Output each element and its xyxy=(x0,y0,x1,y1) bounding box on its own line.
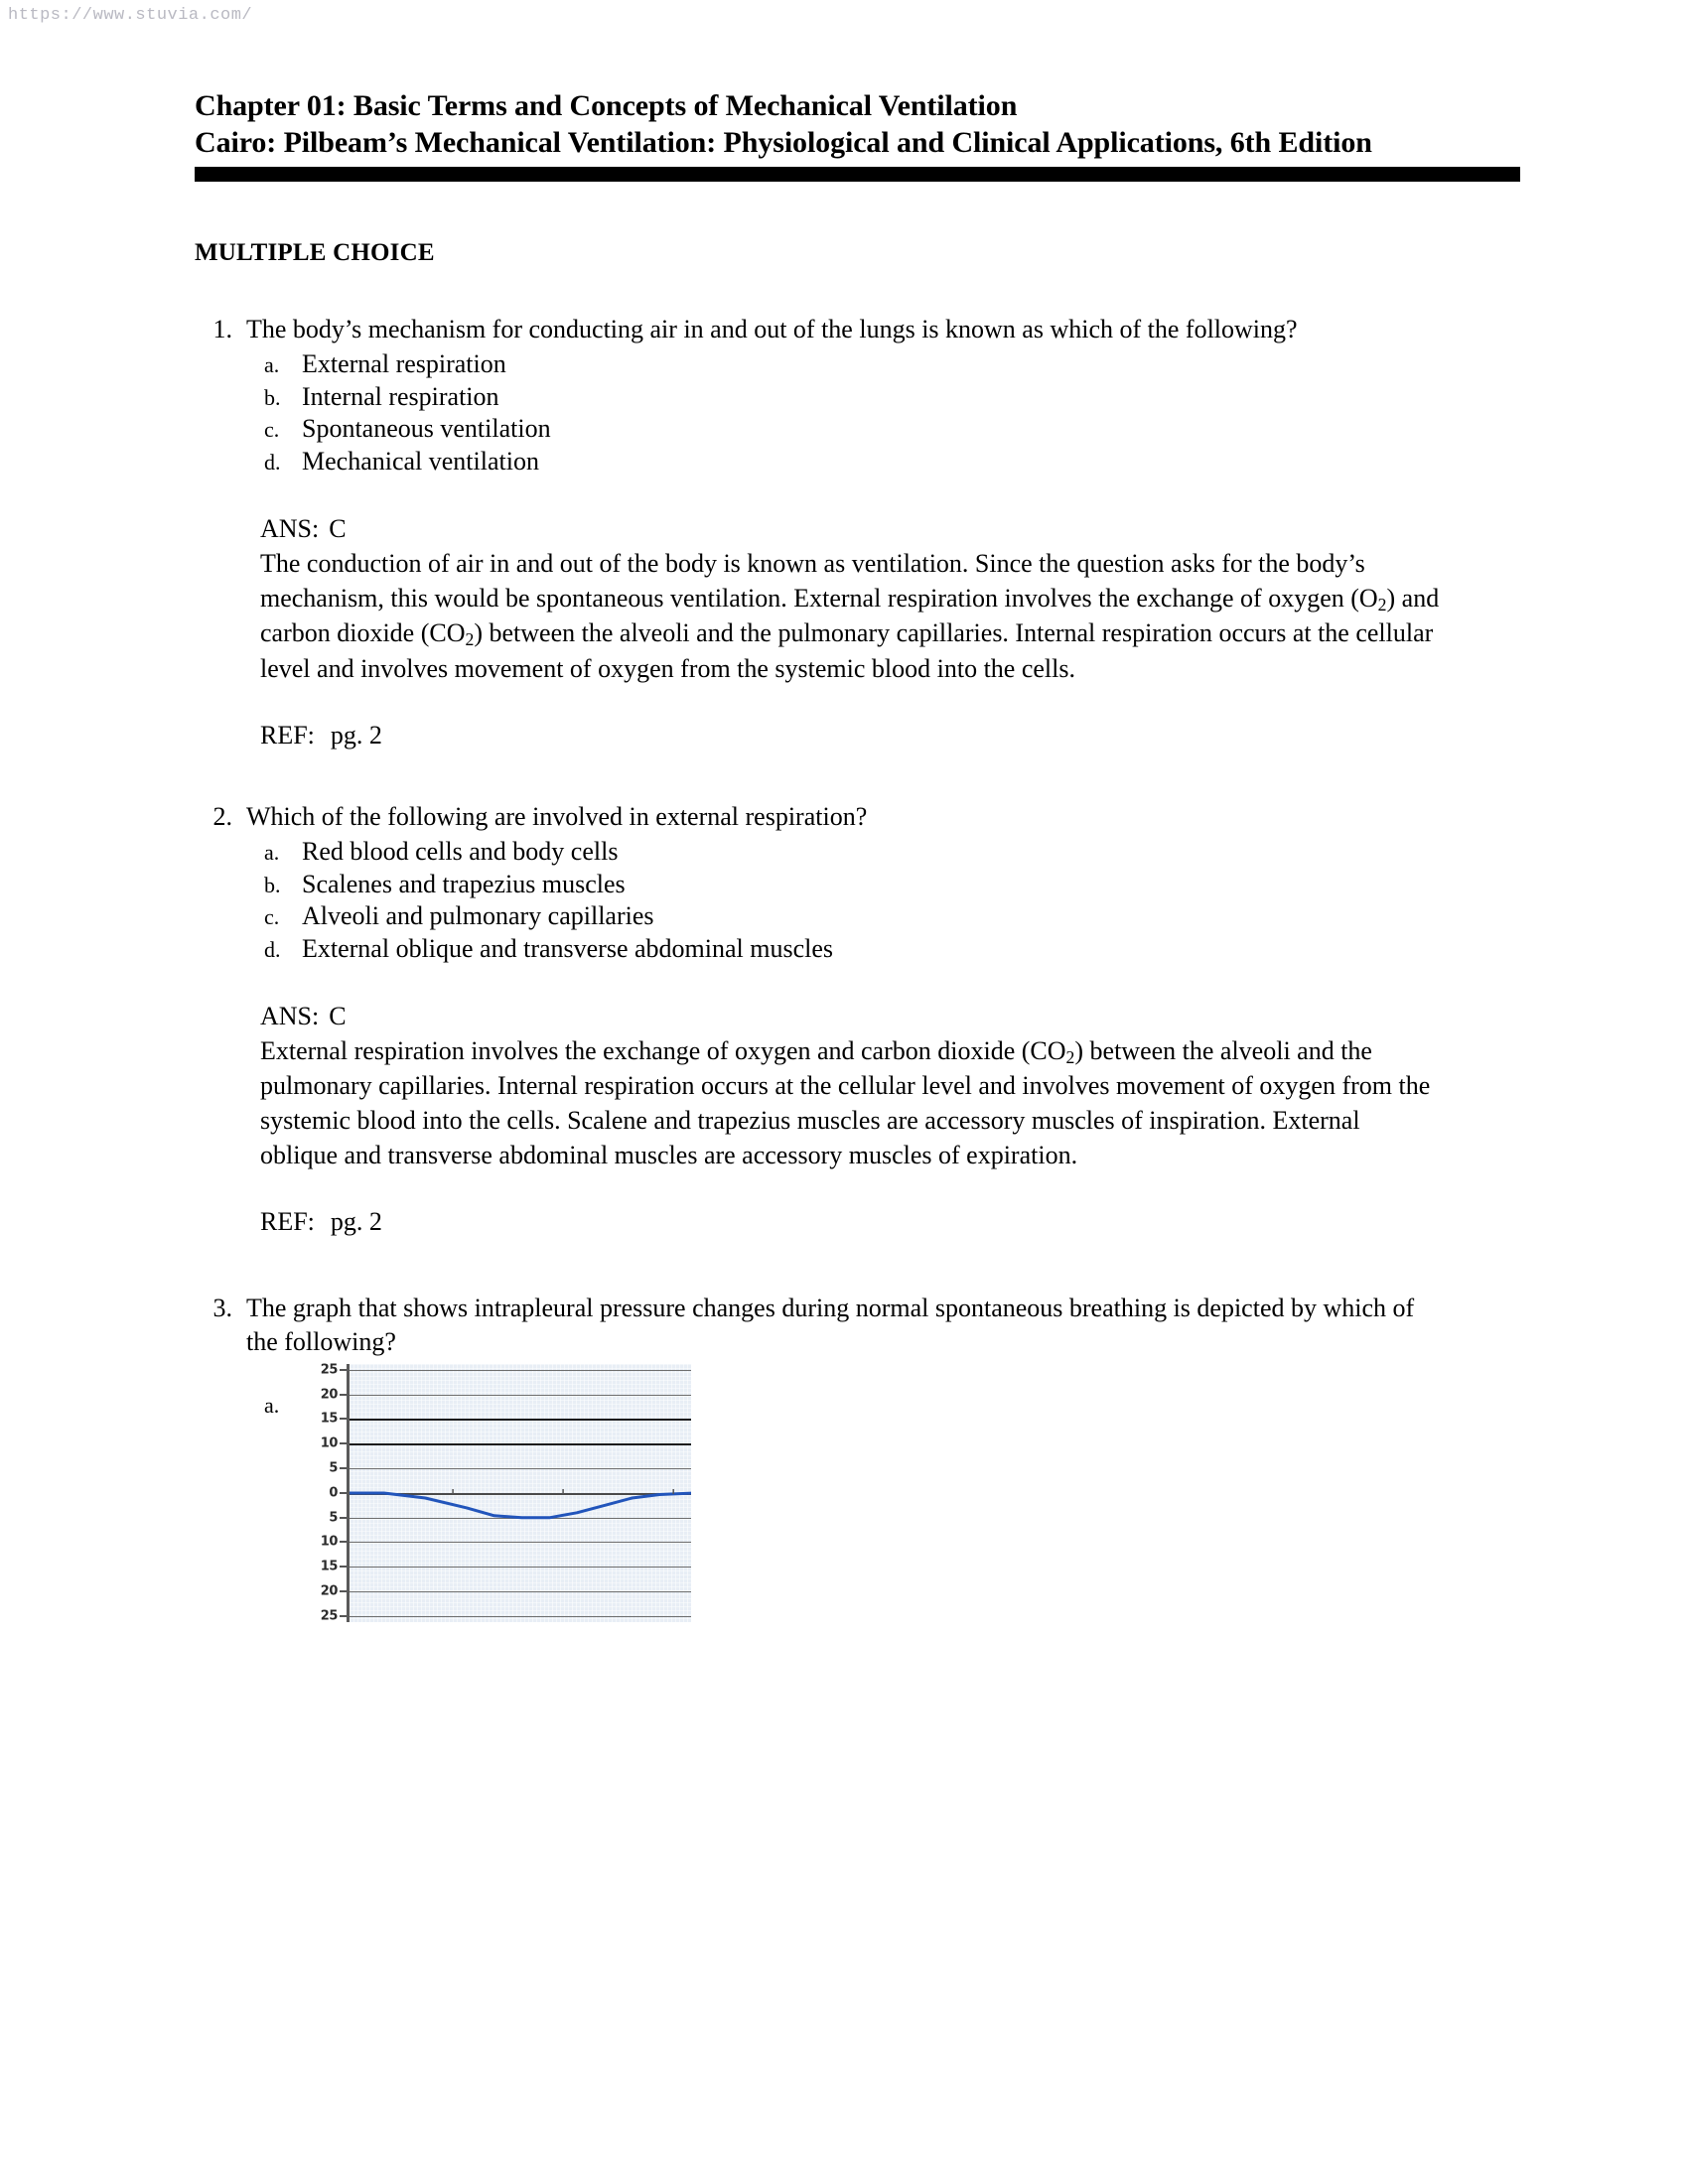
chart-y-tick-mark xyxy=(340,1369,347,1371)
option-text: Alveoli and pulmonary capillaries xyxy=(302,901,654,931)
answer-label: ANS: xyxy=(260,1001,320,1030)
chart-line-series xyxy=(350,1364,691,1622)
document-title xyxy=(195,87,1515,161)
option-letter: d. xyxy=(264,937,281,963)
question-3-text: The graph that shows intrapleural pressure changes during normal spontaneous breathing is depicted by which of the following? xyxy=(246,1293,1415,1357)
answer-value: C xyxy=(329,1001,347,1030)
question-1-answer-line xyxy=(260,512,1515,547)
question-1-option-b[interactable] xyxy=(260,381,1515,414)
question-3-number: 3. xyxy=(212,1293,232,1322)
explanation-part-2: ) between the alveoli and the pulmonary capillaries. Internal respiration occurs at the cellular level and involves movement of oxygen from the systemic blood into the cells. Scalene and trapezius muscles are accessory muscles of inspiration. External oblique and transverse abdominal muscles are accessory muscles of expiration. xyxy=(260,1035,1431,1170)
chart-y-tick-mark xyxy=(340,1418,347,1420)
option-letter: c. xyxy=(264,417,280,443)
chart-y-tick-label: 10 xyxy=(320,1435,338,1451)
question-1-option-d[interactable] xyxy=(260,446,1515,478)
option-text: Spontaneous ventilation xyxy=(302,414,551,444)
question-2-text: Which of the following are involved in external respiration? xyxy=(246,802,868,832)
chart-y-tick-mark xyxy=(340,1566,347,1568)
option-letter: a. xyxy=(264,839,280,865)
watermark-url: https://www.stuvia.com/ xyxy=(8,6,253,25)
question-2-answer-line xyxy=(260,1000,1515,1034)
explanation-part-1: The conduction of air in and out of the body is known as ventilation. Since the question asks for the body’s mechanism, this would be spontaneous ventilation. External respiration involves the exchange of oxygen (O xyxy=(260,548,1378,613)
question-1-reference xyxy=(260,719,1515,753)
reference-value: pg. 2 xyxy=(330,1207,382,1237)
option-letter: b. xyxy=(264,872,281,897)
chart-y-tick-label: 5 xyxy=(329,1460,338,1476)
chart-y-tick-mark xyxy=(340,1590,347,1592)
explanation-subscript-1: 2 xyxy=(1377,594,1387,614)
question-2-answer-block xyxy=(260,1000,1515,1173)
chart-y-axis xyxy=(302,1364,338,1622)
question-block-3 xyxy=(195,1292,1515,1622)
section-heading-multiple-choice: MULTIPLE CHOICE xyxy=(195,239,435,267)
explanation-part-3: ) between the alveoli and the pulmonary capillaries. Internal respiration occurs at the cellular level and involves movement of oxygen from the systemic blood into the cells. xyxy=(260,618,1434,683)
explanation-subscript-2: 2 xyxy=(465,629,475,650)
question-2-option-a[interactable] xyxy=(260,836,1515,869)
explanation-part-1: External respiration involves the exchange of oxygen and carbon dioxide (CO xyxy=(260,1035,1066,1065)
question-2-option-d[interactable] xyxy=(260,933,1515,966)
question-2-row xyxy=(195,800,1515,835)
reference-label: REF: xyxy=(260,1207,315,1237)
option-text: Mechanical ventilation xyxy=(302,447,539,477)
chart-y-tick-label: 0 xyxy=(329,1485,338,1501)
document-title-line-2: Cairo: Pilbeam’s Mechanical Ventilation: Physiological and Clinical Applications, 6th Edition xyxy=(195,126,1372,160)
option-letter: a. xyxy=(264,1392,280,1418)
option-text: Internal respiration xyxy=(302,381,499,411)
chart-y-tick-label: 20 xyxy=(320,1583,338,1599)
question-2-reference xyxy=(260,1205,1515,1240)
chart-y-tick-label: 25 xyxy=(320,1608,338,1624)
question-block-2 xyxy=(195,800,1515,1239)
chart-y-tick-label: 15 xyxy=(320,1411,338,1427)
chart-y-tick-label: 10 xyxy=(320,1534,338,1550)
chart-y-tick-label: 20 xyxy=(320,1387,338,1403)
question-1-options xyxy=(260,348,1515,478)
chart-y-tick-mark xyxy=(340,1467,347,1469)
document-title-line-1: Chapter 01: Basic Terms and Concepts of Mechanical Ventilation xyxy=(195,89,1018,122)
chart-y-tick-mark xyxy=(340,1541,347,1543)
chart-y-tick-label: 5 xyxy=(329,1510,338,1526)
option-text: Red blood cells and body cells xyxy=(302,836,619,866)
explanation-part-2: ) and carbon dioxide (CO xyxy=(260,583,1440,648)
question-2-option-c[interactable] xyxy=(260,900,1515,933)
chart-y-tick-mark xyxy=(340,1442,347,1444)
chart-y-tick-mark xyxy=(340,1394,347,1396)
option-text: Scalenes and trapezius muscles xyxy=(302,869,626,898)
option-text: External oblique and transverse abdominal muscles xyxy=(302,934,834,964)
question-3-row xyxy=(195,1292,1515,1360)
question-3-option-a[interactable] xyxy=(260,1364,1515,1622)
reference-label: REF: xyxy=(260,720,315,750)
reference-value: pg. 2 xyxy=(330,720,382,750)
question-1-row xyxy=(195,313,1515,347)
option-letter: d. xyxy=(264,450,281,476)
question-2-explanation xyxy=(260,1034,1442,1174)
explanation-subscript-1: 2 xyxy=(1065,1046,1075,1067)
intrapleural-pressure-chart xyxy=(302,1364,691,1622)
chart-y-tick-label: 25 xyxy=(320,1362,338,1378)
question-1-option-c[interactable] xyxy=(260,413,1515,446)
chart-plot-area xyxy=(347,1364,691,1622)
question-2-option-b[interactable] xyxy=(260,869,1515,901)
question-1-number: 1. xyxy=(212,315,232,344)
chart-y-tick-mark xyxy=(340,1517,347,1519)
answer-value: C xyxy=(329,513,347,543)
question-2-options xyxy=(260,836,1515,966)
option-letter: a. xyxy=(264,351,280,377)
question-2-number: 2. xyxy=(212,802,232,832)
chart-y-tick-label: 15 xyxy=(320,1559,338,1574)
chart-y-tick-mark xyxy=(340,1492,347,1494)
question-1-option-a[interactable] xyxy=(260,348,1515,381)
option-letter: c. xyxy=(264,904,280,930)
option-letter: b. xyxy=(264,384,281,410)
question-1-answer-block xyxy=(260,512,1515,687)
chart-series-line xyxy=(350,1493,691,1518)
answer-label: ANS: xyxy=(260,513,320,543)
option-text: External respiration xyxy=(302,348,506,378)
chart-y-tick-mark xyxy=(340,1615,347,1617)
question-1-explanation xyxy=(260,547,1442,687)
question-1-text: The body’s mechanism for conducting air in and out of the lungs is known as which of the following? xyxy=(246,315,1298,344)
document-content xyxy=(195,87,1515,1622)
question-block-1 xyxy=(195,313,1515,752)
title-divider-rule xyxy=(195,167,1520,182)
